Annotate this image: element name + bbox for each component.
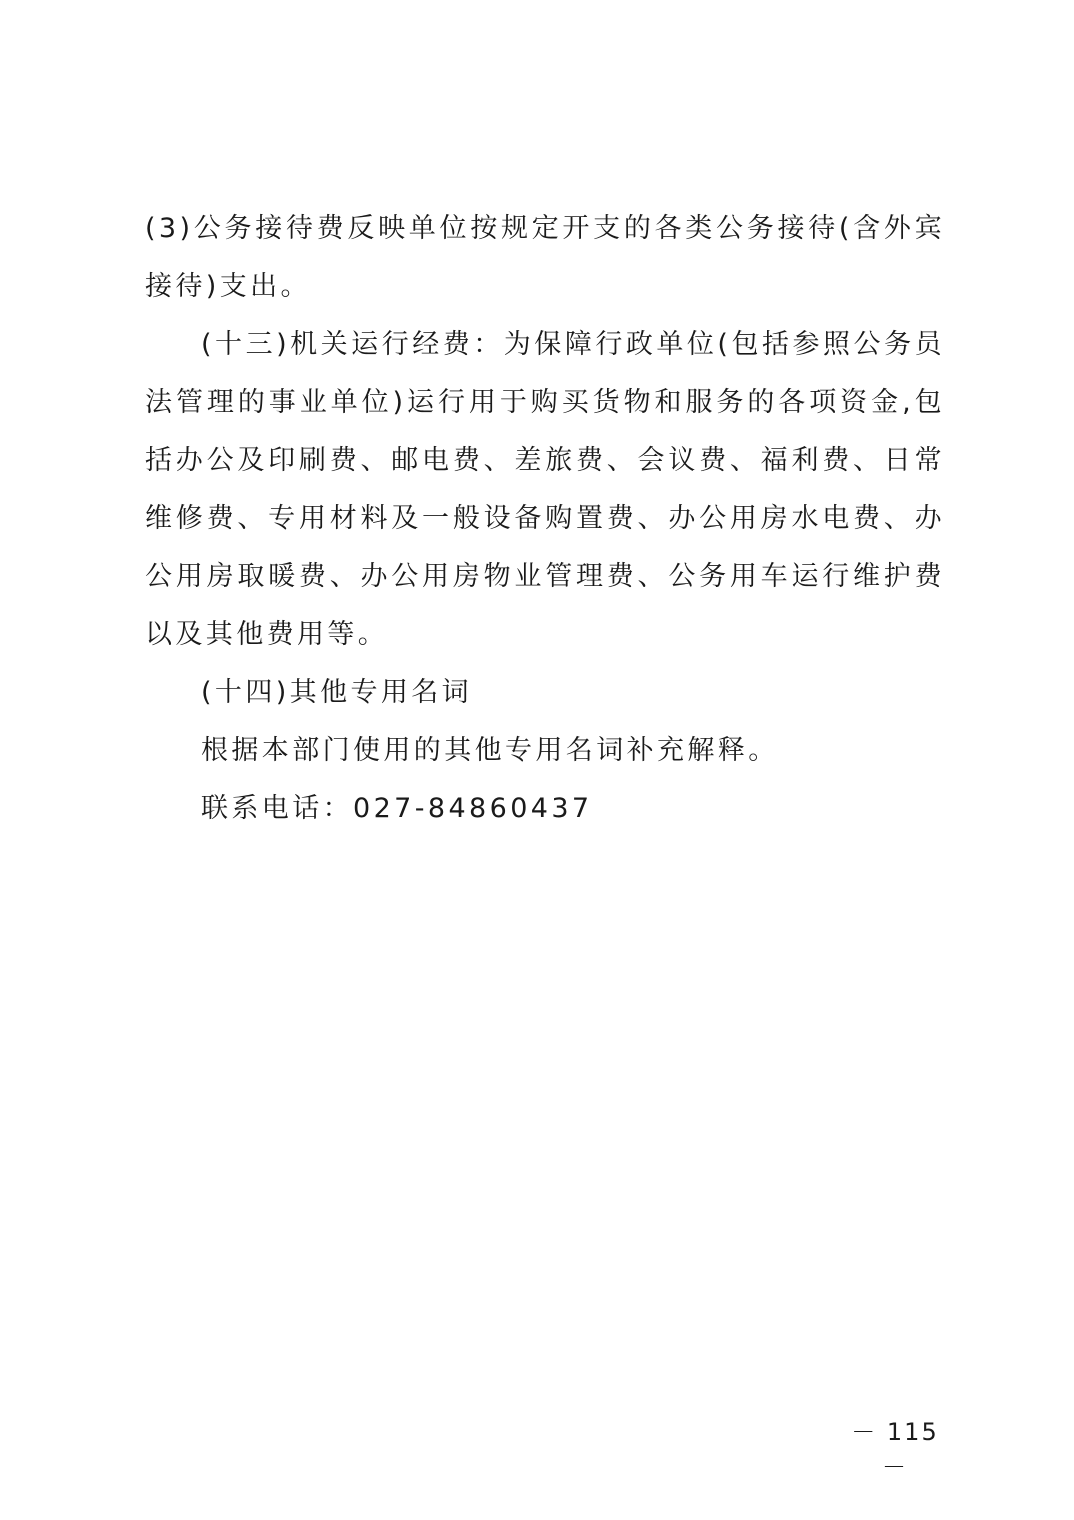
- paragraph-contact-phone: 联系电话：027-84860437: [201, 793, 593, 824]
- paragraph-other-terms-explanation: 根据本部门使用的其他专用名词补充解释。: [201, 735, 779, 766]
- document-body: [145, 200, 945, 838]
- paragraph-reception-expenses: (3)公务接待费反映单位按规定开支的各类公务接待(含外宾接待)支出。: [145, 213, 945, 302]
- paragraph-other-terms-heading: (十四)其他专用名词: [201, 677, 473, 708]
- paragraph-operating-expenses: (十三)机关运行经费：为保障行政单位(包括参照公务员法管理的事业单位)运行用于购买货物和服务的各项资金,包括办公及印刷费、邮电费、差旅费、会议费、福利费、日常维修费、专用材料及一般设备购置费、办公用房水电费、办公用房取暖费、办公用房物业管理费、公务用车运行维护费以及其他费用等。: [145, 329, 945, 650]
- page-number: － 115 －: [851, 1418, 939, 1481]
